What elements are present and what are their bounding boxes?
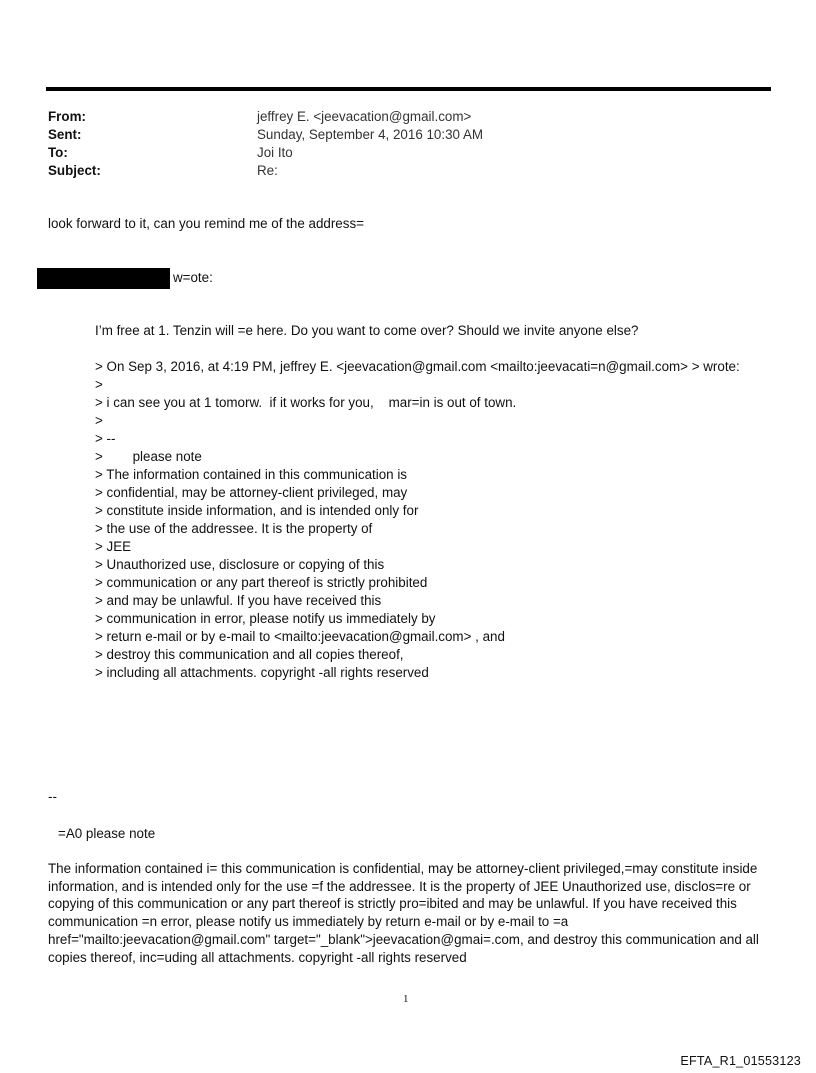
quoted-line: > return e-mail or by e-mail to <mailto:jeevacation@gmail.com> , and [95, 629, 505, 644]
to-value: Joi Ito [257, 145, 293, 160]
disclaimer-paragraph: The information contained i= this communication is confidential, may be attorney-client privileged,=may constitute inside information, and is intended only for the use =f the addressee. It is the property of JEE Unauthorized use, disclos=re or copying of this communication or any part thereof is strictly pro=ibited and may be unlawful. If you have received this communication =n error, please notify us immediately by return e-mail or by e-mail to =a href="mailto:jeevacation@gmail.com" target="_blank">jeevacation@gmai=.com, and destroy this communication and all copies thereof, inc=uding all attachments. copyright -all rights reserved [48, 861, 759, 965]
redaction-block [37, 268, 170, 289]
from-value: jeffrey E. <jeevacation@gmail.com> [257, 109, 472, 124]
subject-label: Subject: [48, 163, 101, 178]
document-id: EFTA_R1_01553123 [680, 1054, 801, 1068]
quoted-line: > [95, 413, 103, 428]
quoted-line: > communication or any part thereof is strictly prohibited [95, 575, 428, 590]
to-label: To: [48, 145, 68, 160]
quoted-line: > Unauthorized use, disclosure or copying of this [95, 557, 385, 572]
body-opening-line: look forward to it, can you remind me of the address= [48, 216, 364, 231]
quoted-line: > the use of the addressee. It is the property of [95, 521, 373, 536]
quoted-line: > destroy this communication and all copies thereof, [95, 647, 404, 662]
subject-value: Re: [257, 163, 278, 178]
quoted-line: > including all attachments. copyright -all rights reserved [95, 665, 429, 680]
sent-value: Sunday, September 4, 2016 10:30 AM [257, 127, 484, 142]
quoted-line: > constitute inside information, and is intended only for [95, 503, 419, 518]
signature-note: =A0 please note [58, 826, 156, 841]
quoted-line: > communication in error, please notify us immediately by [95, 611, 436, 626]
quoted-line: > [95, 377, 103, 392]
quoted-line: > i can see you at 1 tomorw. if it works for you, mar=in is out of town. [95, 395, 517, 410]
reply-text: I’m free at 1. Tenzin will =e here. Do you want to come over? Should we invite anyone else? [95, 323, 639, 338]
quoted-line: > please note [95, 449, 202, 464]
signature-dashes: -- [48, 789, 57, 804]
quoted-line: > confidential, may be attorney-client privileged, may [95, 485, 408, 500]
quoted-line: > -- [95, 431, 116, 446]
quoted-line: > On Sep 3, 2016, at 4:19 PM, jeffrey E. <jeevacation@gmail.com <mailto:jeevacati=n@gmail.com> > wrote: [95, 359, 740, 374]
quoted-line: > and may be unlawful. If you have received this [95, 593, 382, 608]
page-number: 1 [403, 993, 409, 1005]
header-rule [46, 87, 771, 91]
from-label: From: [48, 109, 86, 124]
quoted-line: > JEE [95, 539, 132, 554]
sent-label: Sent: [48, 127, 82, 142]
quoted-line: > The information contained in this communication is [95, 467, 407, 482]
wrote-suffix: w=ote: [173, 270, 213, 285]
quoted-message [95, 358, 740, 682]
